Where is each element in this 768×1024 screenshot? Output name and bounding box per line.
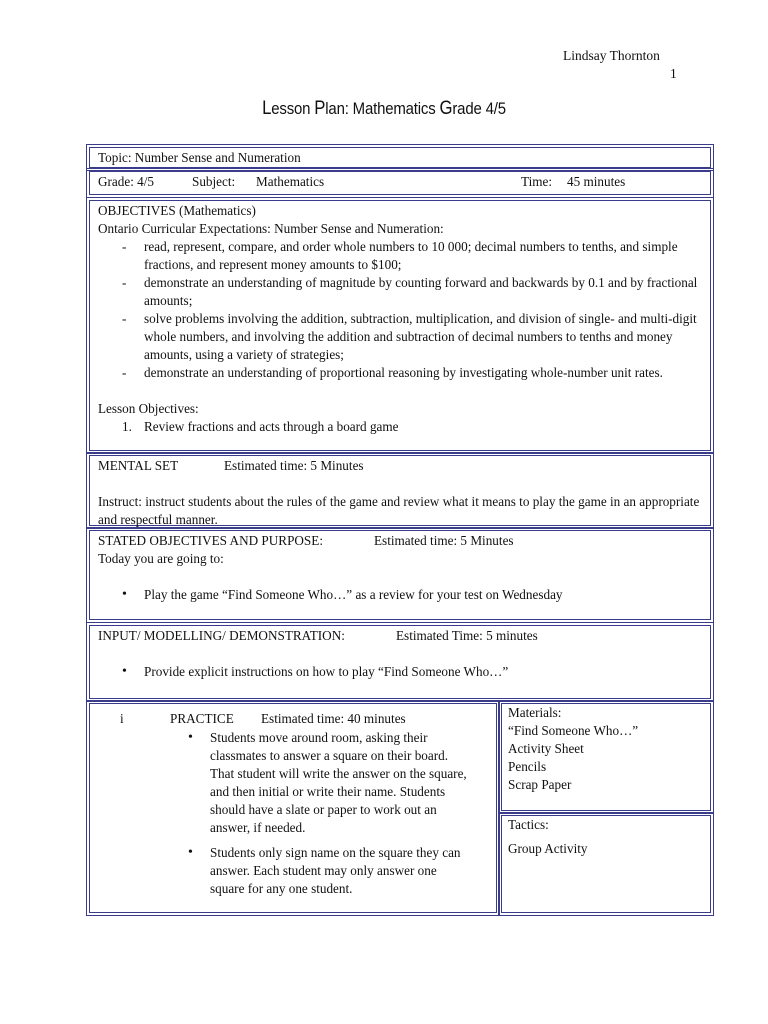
materials-heading: Materials: — [508, 705, 562, 720]
subject-label: Subject: — [192, 174, 236, 189]
list-item: • Provide explicit instructions on how to play “Find Someone Who…” — [122, 663, 702, 681]
tactics-value: Group Activity — [508, 841, 588, 856]
list-item — [122, 418, 702, 436]
list-item-text: Review fractions and acts through a board game — [144, 419, 399, 434]
tactics-heading: Tactics: — [508, 817, 549, 832]
mental-set-time: Estimated time: 5 Minutes — [224, 458, 364, 473]
list-item: - demonstrate an understanding of magnitude by counting forward and backwards by 0.1 and by fractional amounts; — [122, 274, 702, 310]
mental-set-heading: MENTAL SET — [98, 458, 179, 473]
objectives-section — [89, 200, 711, 451]
stated-time: Estimated time: 5 Minutes — [374, 533, 514, 548]
list-item: • Students only sign name on the square they can answer. Each student may only answer one square for any one student. — [188, 844, 470, 898]
lesson-objectives-list — [98, 418, 702, 436]
stated-heading: STATED OBJECTIVES AND PURPOSE: — [98, 533, 323, 548]
list-item: - demonstrate an understanding of proportional reasoning by investigating whole-number unit rates. — [122, 364, 702, 382]
practice-section — [89, 703, 497, 913]
page-title: Lesson Plan: Mathematics Grade 4/5 — [262, 98, 506, 119]
list-number: 1. — [122, 419, 132, 434]
input-list — [98, 663, 702, 681]
practice-heading: PRACTICE — [170, 711, 234, 726]
objectives-heading: OBJECTIVES (Mathematics) — [98, 203, 256, 218]
page-number: 1 — [670, 66, 677, 81]
stated-list — [98, 586, 702, 604]
grade-text: Grade: 4/5 — [98, 174, 155, 189]
practice-time: Estimated time: 40 minutes — [261, 711, 406, 726]
topic-row — [89, 147, 711, 168]
list-item: • Students move around room, asking their classmates to answer a square on their board. That student will write the answer on the square, and then initial or write their name. Students should have a slate or paper to work out an answer, if needed. — [188, 729, 470, 837]
materials-item: “Find Someone Who…” — [508, 723, 639, 738]
author-name: Lindsay Thornton — [563, 48, 660, 63]
input-section — [89, 625, 711, 699]
materials-item: Scrap Paper — [508, 777, 572, 792]
topic-text: Topic: Number Sense and Numeration — [98, 150, 301, 165]
expectations-list — [98, 238, 702, 382]
list-item: • Play the game “Find Someone Who…” as a review for your test on Wednesday — [122, 586, 702, 604]
list-item: - solve problems involving the addition, subtraction, multiplication, and division of single- and multi-digit whole numbers, and involving the addition and subtraction of decimal numbers to tenths and money amounts, using a variety of strategies; — [122, 310, 702, 364]
mental-set-section — [89, 455, 711, 526]
input-heading: INPUT/ MODELLING/ DEMONSTRATION: — [98, 628, 345, 643]
time-label: Time: — [521, 174, 553, 189]
expectations-heading: Ontario Curricular Expectations: Number Sense and Numeration: — [98, 221, 444, 236]
materials-item: Pencils — [508, 759, 547, 774]
input-time: Estimated Time: 5 minutes — [396, 628, 538, 643]
materials-section — [501, 703, 711, 811]
tactics-section — [501, 815, 711, 913]
stated-intro: Today you are going to: — [98, 551, 224, 566]
materials-item: Activity Sheet — [508, 741, 584, 756]
time-value: 45 minutes — [567, 174, 626, 189]
mental-set-instruction: Instruct: instruct students about the rules of the game and review what it means to play the game in an appropriate and respectful manner. — [98, 494, 700, 527]
subject-value: Mathematics — [256, 174, 325, 189]
practice-list — [120, 729, 470, 898]
list-item: - read, represent, compare, and order whole numbers to 10 000; decimal numbers to tenths, and simple fractions, and represent money amounts to $100; — [122, 238, 702, 274]
stated-objectives-section — [89, 530, 711, 620]
practice-marker: i — [120, 711, 124, 726]
grade-row — [89, 171, 711, 195]
lesson-objectives-heading: Lesson Objectives: — [98, 401, 199, 416]
